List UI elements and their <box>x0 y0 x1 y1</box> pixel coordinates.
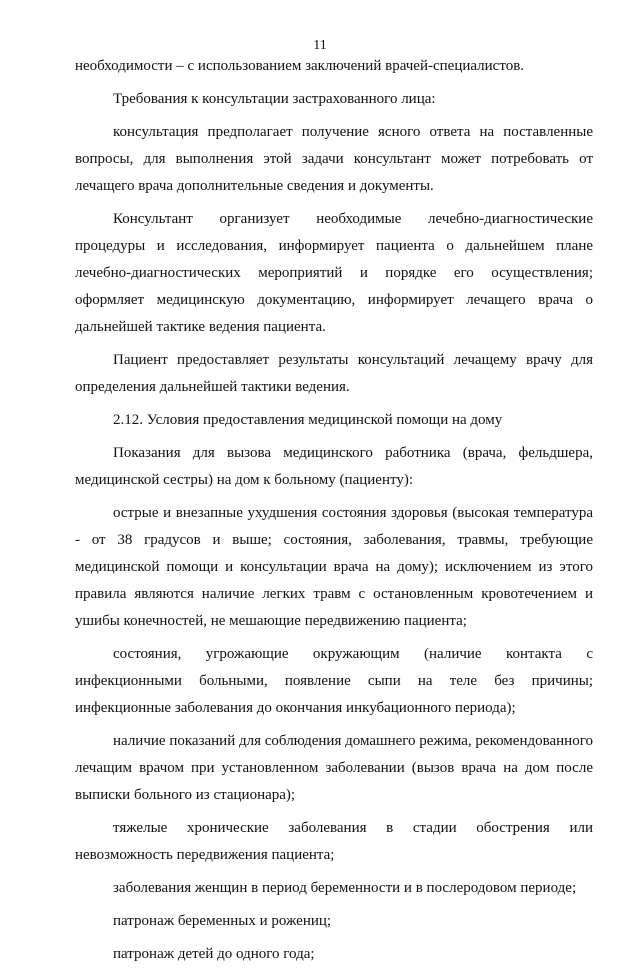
paragraph-7: Показания для вызова медицинского работника (врача, фельдшера, медицинской сестры) на дом к больному (пациенту): <box>75 445 593 488</box>
paragraph-8: острые и внезапные ухудшения состояния здоровья (высокая температура - от 38 градусов и выше; состояния, заболевания, травмы, требующие медицинской помощи и консультации врача на дому); исключением из этого правила являются наличие легких травм с остановленным кровотечением и ушибы конечностей, не мешающие передвижению пациента; <box>75 505 593 629</box>
paragraph-3: консультация предполагает получение ясного ответа на поставленные вопросы, для выполнения этой задачи консультант может потребовать от лечащего врача дополнительные сведения и документы. <box>75 124 593 194</box>
paragraph-11: тяжелые хронические заболевания в стадии обострения или невозможность передвижения пациента; <box>75 820 593 863</box>
paragraph-13: патронаж беременных и рожениц; <box>113 913 332 929</box>
paragraph-2: Требования к консультации застрахованного лица: <box>113 91 436 107</box>
page-body <box>75 53 593 968</box>
paragraph-9: состояния, угрожающие окружающим (наличие контакта с инфекционными больными, появление сыпи на теле без причины; инфекционные заболевания до окончания инкубационного периода); <box>75 646 593 716</box>
section-heading: 2.12. Условия предоставления медицинской помощи на дому <box>113 412 503 428</box>
paragraph-1: необходимости – с использованием заключений врачей-специалистов. <box>75 58 525 74</box>
paragraph-12: заболевания женщин в период беременности и в послеродовом периоде; <box>113 880 577 896</box>
page-number: 11 <box>313 38 327 53</box>
paragraph-5: Пациент предоставляет результаты консультаций лечащему врачу для определения дальнейшей тактики ведения. <box>75 352 593 395</box>
paragraph-10: наличие показаний для соблюдения домашнего режима, рекомендованного лечащим врачом при установленном заболевании (вызов врача на дом после выписки больного из стационара); <box>75 733 593 803</box>
paragraph-14: патронаж детей до одного года; <box>113 946 315 962</box>
paragraph-4: Консультант организует необходимые лечебно-диагностические процедуры и исследования, информирует пациента о дальнейшем плане лечебно-диагностических мероприятий и порядке его осуществления; оформляет медицинскую документацию, информирует лечащего врача о дальнейшей тактике ведения пациента. <box>75 211 593 335</box>
